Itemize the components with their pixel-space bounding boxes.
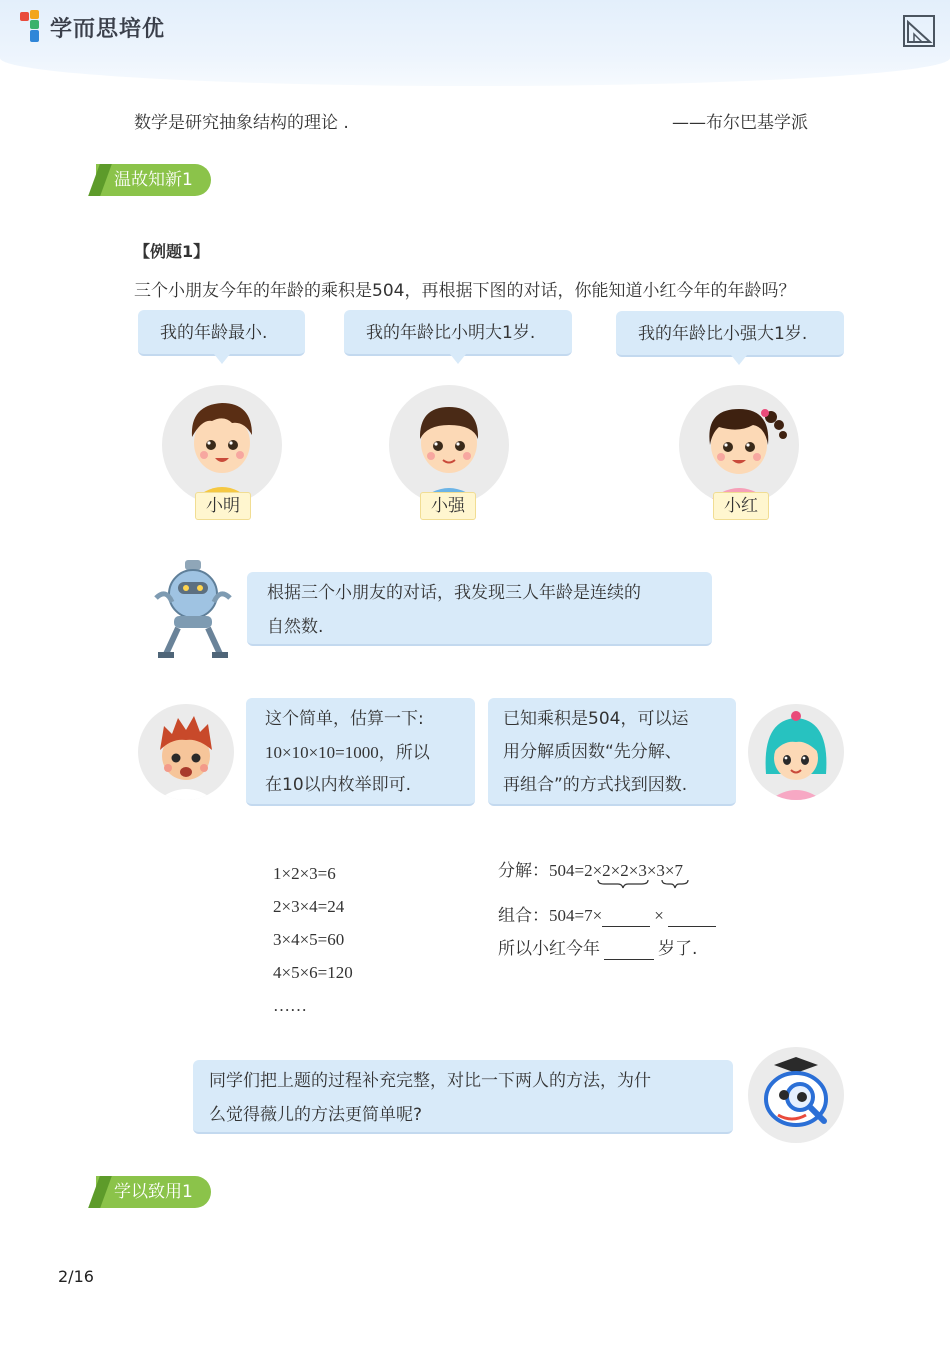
talk-line: 这个简单，估算一下: bbox=[265, 709, 424, 729]
section-tag-practice bbox=[96, 1176, 211, 1208]
enum-line: 4×5×6=120 bbox=[273, 963, 353, 982]
speech-text: 我的年龄最小. bbox=[160, 323, 268, 343]
robot-icon bbox=[152, 558, 234, 660]
enum-line: 1×2×3=6 bbox=[273, 864, 336, 883]
quote-text: 数学是研究抽象结构的理论 . bbox=[134, 113, 349, 133]
times-sign: × bbox=[654, 906, 664, 925]
talk-line: 么觉得薇儿的方法更简单呢? bbox=[209, 1105, 423, 1125]
answer-blank[interactable] bbox=[604, 939, 654, 960]
brand-logo bbox=[20, 10, 165, 44]
section-label: 学以致用1 bbox=[114, 1182, 193, 1202]
combine-expression: 504=7× bbox=[549, 906, 603, 925]
answer-blank[interactable] bbox=[668, 906, 716, 927]
avatar-mascot bbox=[748, 1047, 844, 1143]
quote-source: ——布尔巴基学派 bbox=[672, 113, 808, 133]
name-card: 小明 bbox=[195, 492, 251, 520]
girl-face-icon bbox=[679, 385, 799, 505]
enum-line: …… bbox=[273, 996, 307, 1015]
talk-line: 10×10×10=1000，所以 bbox=[265, 743, 430, 762]
section-tag-review bbox=[96, 164, 211, 196]
answer-suffix: 岁了. bbox=[658, 939, 698, 959]
avatar-xiaoqiang bbox=[389, 385, 509, 505]
avatar-xiaoming bbox=[162, 385, 282, 505]
answer-prefix: 所以小红今年 bbox=[498, 939, 600, 959]
avatar-boy bbox=[138, 704, 234, 800]
problem-statement: 三个小朋友今年的年龄的乘积是504，再根据下图的对话，你能知道小红今年的年龄吗？ bbox=[134, 281, 796, 301]
speech-bubble-xiaoqiang bbox=[344, 310, 572, 356]
magnifier-mascot-icon bbox=[748, 1047, 844, 1143]
geometry-ruler-icon bbox=[902, 14, 936, 48]
girl-face-icon bbox=[748, 704, 844, 800]
robot-speech-bubble bbox=[247, 572, 712, 646]
talk-line: 已知乘积是504，可以运 bbox=[503, 709, 689, 729]
talk-line: 根据三个小朋友的对话，我发现三人年龄是连续的 bbox=[267, 583, 641, 603]
boy-face-icon bbox=[138, 704, 234, 800]
talk-line: 再组合”的方式找到因数. bbox=[503, 775, 688, 795]
combine-label: 组合： bbox=[498, 906, 549, 926]
factor-answer bbox=[498, 934, 697, 960]
speech-text: 我的年龄比小强大1岁. bbox=[638, 324, 808, 344]
decompose-expression: 504=2×2×2×3×3×7 bbox=[549, 861, 684, 880]
enum-line: 3×4×5=60 bbox=[273, 930, 345, 949]
talk-line: 自然数. bbox=[267, 617, 324, 637]
boy-speech-bubble bbox=[246, 698, 475, 806]
decompose-label: 分解： bbox=[498, 861, 549, 881]
factor-combine bbox=[498, 901, 716, 927]
talk-line: 用分解质因数“先分解、 bbox=[503, 742, 682, 762]
girl-speech-bubble bbox=[488, 698, 736, 806]
page-number: 2/16 bbox=[58, 1267, 94, 1286]
mascot-speech-bubble bbox=[193, 1060, 733, 1134]
speech-bubble-xiaohong bbox=[616, 311, 844, 357]
talk-line: 同学们把上题的过程补充完整，对比一下两人的方法，为什 bbox=[209, 1071, 651, 1091]
enumeration-list bbox=[273, 857, 353, 1022]
name-card: 小强 bbox=[420, 492, 476, 520]
speech-bubble-xiaoming bbox=[138, 310, 305, 356]
boy-face-icon bbox=[389, 385, 509, 505]
enum-line: 2×3×4=24 bbox=[273, 897, 345, 916]
brand-name: 学而思培优 bbox=[50, 16, 166, 42]
boy-face-icon bbox=[162, 385, 282, 505]
grouping-braces bbox=[596, 878, 696, 890]
talk-line: 在10以内枚举即可. bbox=[265, 775, 412, 795]
logo-mark-icon bbox=[20, 10, 44, 44]
name-card: 小红 bbox=[713, 492, 769, 520]
example-title: 【例题1】 bbox=[134, 242, 210, 261]
avatar-girl bbox=[748, 704, 844, 800]
speech-text: 我的年龄比小明大1岁. bbox=[366, 323, 536, 343]
section-label: 温故知新1 bbox=[114, 170, 193, 190]
avatar-xiaohong bbox=[679, 385, 799, 505]
answer-blank[interactable] bbox=[602, 906, 650, 927]
